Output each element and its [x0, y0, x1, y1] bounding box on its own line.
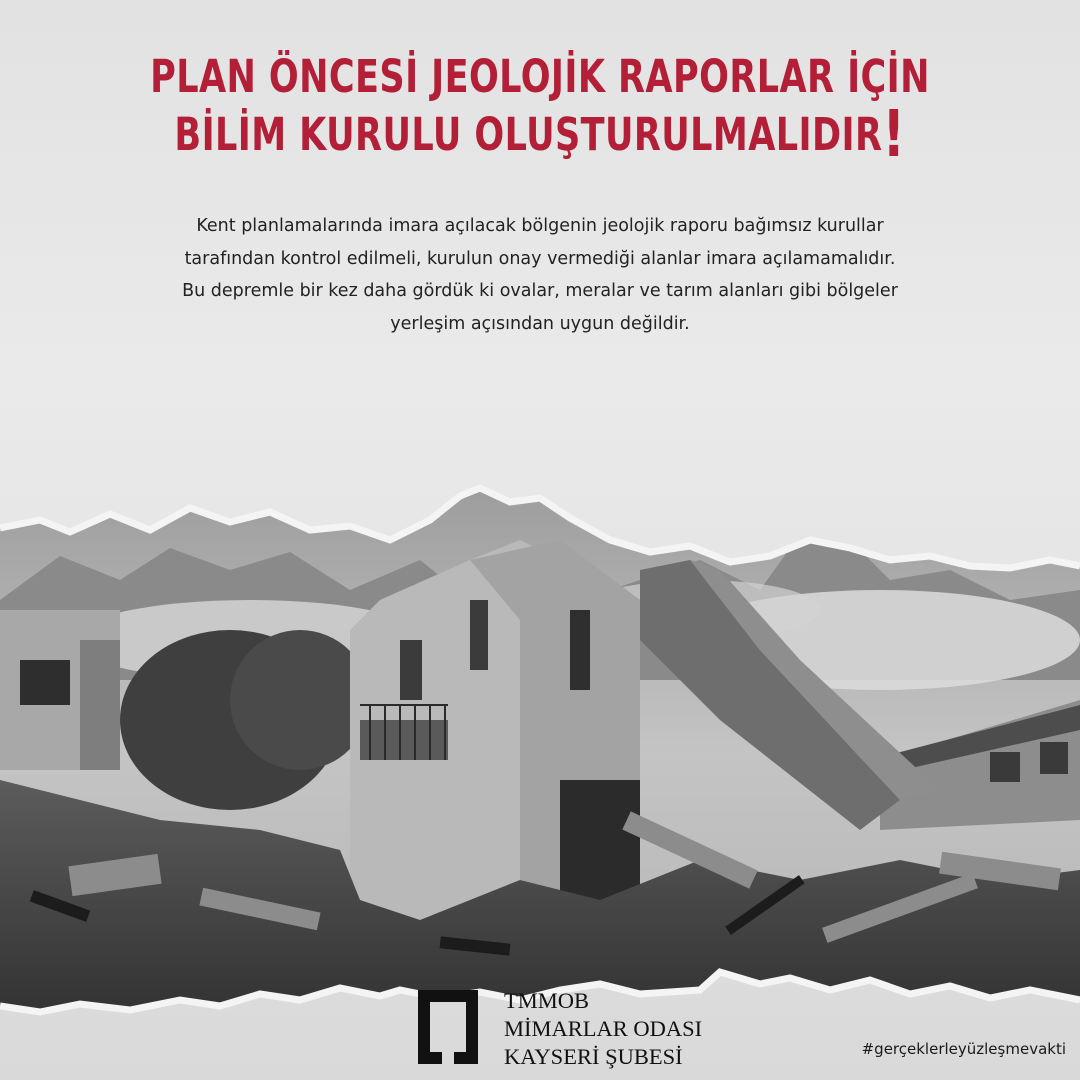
body-line-2: tarafından kontrol edilmeli, kurulun onay vermediği alanlar imara açılamamalıdır. — [184, 248, 896, 269]
logo-line-1: TMMOB — [504, 988, 590, 1013]
body-line-4: yerleşim açısından uygun değildir. — [390, 313, 690, 334]
exclamation-mark: ! — [882, 98, 906, 172]
logo-line-3: KAYSERİ ŞUBESİ — [504, 1044, 683, 1069]
hashtag: #gerçeklerleyüzleşmevakti — [861, 1040, 1066, 1058]
logo-text — [504, 987, 702, 1071]
logo-line-2: MİMARLAR ODASI — [504, 1016, 703, 1041]
headline-line-2 — [119, 98, 961, 172]
bracket-logo-icon — [418, 990, 478, 1064]
body-line-3: Bu depremle bir kez daha gördük ki ovalar, meralar ve tarım alanları gibi bölgeler — [182, 281, 898, 301]
tmmob-logo — [418, 990, 718, 1070]
headline-line-2-text: BİLİM KURULU OLUŞTURULMALIDIR — [174, 108, 883, 161]
body-line-1: Kent planlamalarında imara açılacak bölgenin jeolojik raporu bağımsız kurullar — [196, 216, 884, 236]
headline — [119, 48, 961, 172]
body-paragraph — [100, 210, 980, 340]
headline-line-1: PLAN ÖNCESİ JEOLOJİK RAPORLAR İÇİN — [150, 50, 930, 103]
